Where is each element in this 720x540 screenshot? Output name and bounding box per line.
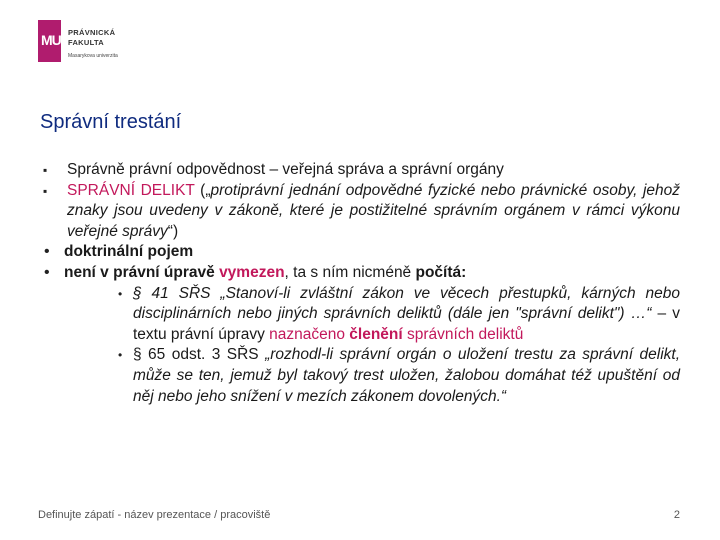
term-spravni-delikt: SPRÁVNÍ DELIKT — [67, 181, 195, 199]
bullet-4-text — [64, 263, 680, 284]
logo-glyph: MU — [41, 32, 61, 48]
logo-text — [68, 28, 118, 61]
square-bullet-icon: ▪ — [43, 183, 48, 198]
definition-text: protiprávní jednání odpovědné fyzické nebo právnické osoby, jehož znaky jsou uvedeny v zákoně, které je postižitelné správním orgánem v rámci výkonu veřejné správy — [67, 181, 680, 240]
term-pocita: počítá — [415, 263, 462, 281]
dot-bullet-icon: • — [118, 348, 123, 363]
bullet-4-part-a: není v právní úpravě — [64, 263, 220, 281]
slide-content — [40, 160, 680, 407]
bullet-item-1 — [40, 160, 680, 181]
bullet-1-text: Správně právní odpovědnost – veřejná správa a správní orgány — [67, 161, 504, 178]
logo-line-1: PRÁVNICKÁ — [68, 28, 116, 37]
dot-bullet-icon: • — [44, 263, 50, 281]
logo-line-2: FAKULTA — [68, 38, 104, 47]
bullet-2-close: “) — [167, 222, 179, 240]
subbullet-item-1 — [40, 284, 680, 346]
square-bullet-icon: ▪ — [43, 163, 48, 177]
slide-title: Správní trestání — [40, 111, 182, 133]
logo-mark-icon — [38, 20, 61, 62]
bullet-item-4 — [40, 263, 680, 284]
bullet-4-colon: : — [461, 263, 467, 281]
bullet-2-text — [67, 181, 680, 243]
page-number: 2 — [673, 509, 680, 521]
subbullet-1-part-b: – v textu právní úpravy — [133, 305, 680, 343]
subbullet-1-text — [133, 284, 680, 346]
subbullet-2-text — [133, 345, 680, 407]
term-vymezen: vymezen — [219, 263, 285, 281]
dot-bullet-icon: • — [44, 243, 50, 261]
bullet-item-2 — [40, 181, 680, 243]
footer-text: Definujte zápatí - název prezentace / pracoviště — [38, 509, 271, 521]
bullet-3-text: doktrinální pojem — [64, 243, 194, 261]
subbullet-2-quote: „rozhodl-li správní orgán o uložení trestu za správní delikt, může se ten, jemuž byl takový trest uložen, žalobou domáhat též upuštění od něj nebo jeho snížení v mezích zákonem dovolených.“ — [133, 346, 680, 405]
subbullet-1-quote: § 41 SŘS „Stanoví-li zvláštní zákon ve věcech přestupků, kárných nebo disciplinárních nebo jiných správních deliktů (dále jen "správní delikt") …“ — [133, 284, 680, 323]
bullet-2-open: („ — [194, 181, 211, 199]
term-naznaceno: naznačeno — [269, 325, 345, 343]
term-cleneni: členění — [349, 325, 403, 343]
subbullet-1-part-c: správních deliktů — [402, 325, 524, 343]
subbullet-2-ref: § 65 odst. 3 SŘS — [133, 346, 266, 364]
dot-bullet-icon: • — [118, 286, 123, 301]
faculty-logo — [38, 20, 118, 62]
subbullet-item-2 — [40, 345, 680, 407]
logo-line-3: Masarykova univerzita — [68, 53, 118, 59]
bullet-4-part-b: , ta s ním nicméně — [284, 263, 416, 281]
bullet-item-3 — [40, 242, 680, 263]
